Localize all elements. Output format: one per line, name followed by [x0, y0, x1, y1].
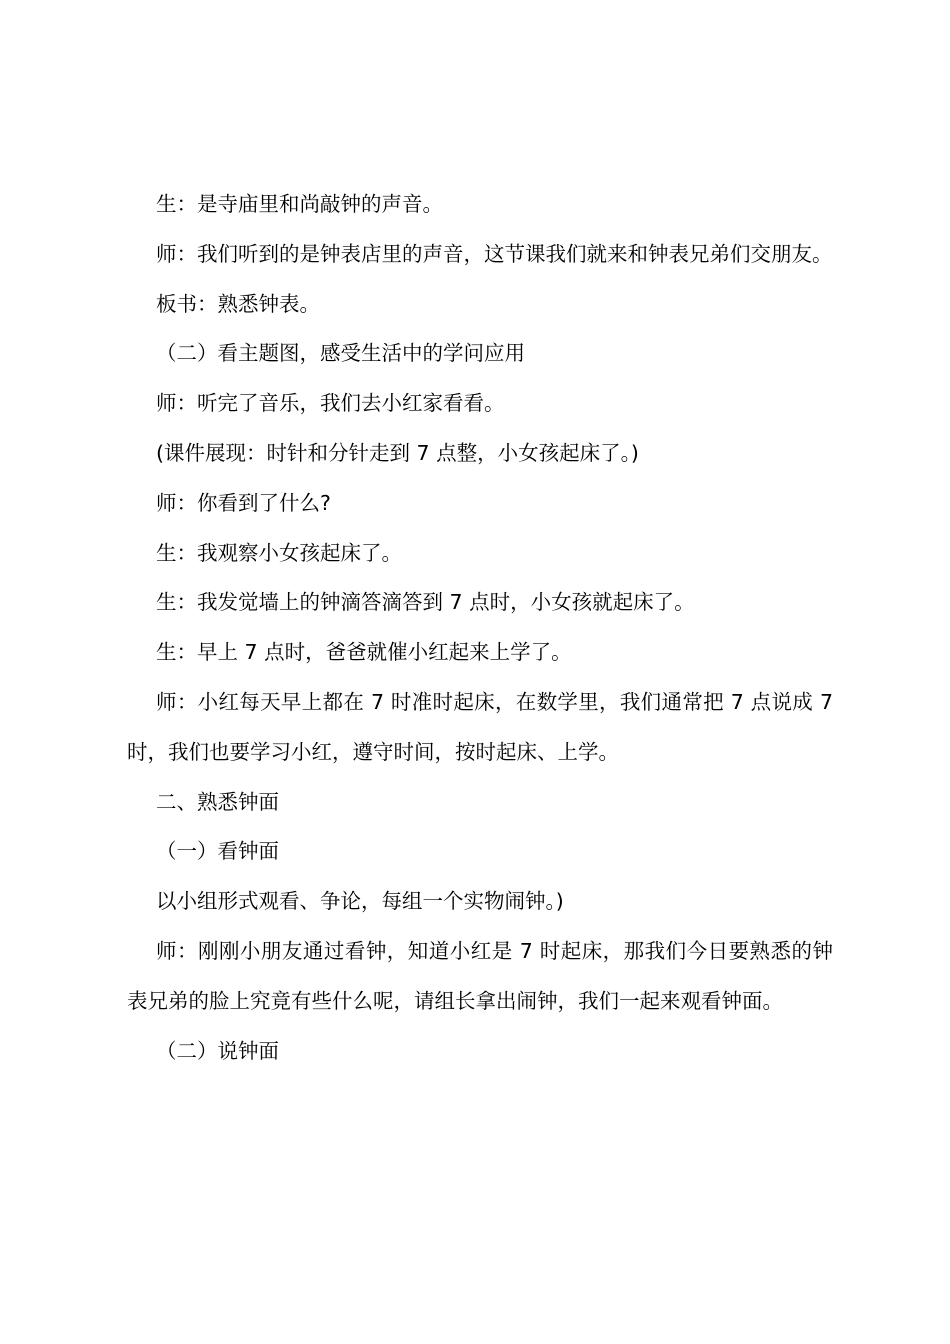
paragraph: 以小组形式观看、争论，每组一个实物闹钟。)	[156, 889, 564, 914]
section-heading: 二、熟悉钟面	[156, 789, 279, 814]
section-heading: （二）看主题图，感受生活中的学问应用	[156, 341, 525, 366]
paragraph: 板书：熟悉钟表。	[156, 291, 320, 316]
paragraph: 师：你看到了什么?	[156, 490, 331, 515]
paragraph: 生：早上 7 点时，爸爸就催小红起来上学了。	[156, 640, 572, 665]
section-heading: （二）说钟面	[156, 1038, 279, 1063]
paragraph: 师：刚刚小朋友通过看钟，知道小红是 7 时起床，那我们今日要熟悉的钟表兄弟的脸上究竟有些什么呢，请组长拿出闹钟，我们一起来观看钟面。	[127, 938, 833, 1013]
paragraph: 生：我发觉墙上的钟滴答滴答到 7 点时，小女孩就起床了。	[156, 590, 695, 615]
paragraph: (课件展现：时针和分针走到 7 点整，小女孩起床了。)	[156, 440, 639, 465]
paragraph: 师：我们听到的是钟表店里的声音，这节课我们就来和钟表兄弟们交朋友。	[156, 241, 833, 266]
paragraph: 生：是寺庙里和尚敲钟的声音。	[156, 192, 443, 216]
document-body	[127, 180, 833, 1076]
paragraph: 生：我观察小女孩起床了。	[156, 540, 402, 565]
section-heading: （一）看钟面	[156, 839, 279, 864]
paragraph: 师：小红每天早上都在 7 时准时起床，在数学里，我们通常把 7 点说成 7 时，我们也要学习小红，遵守时间，按时起床、上学。	[127, 689, 833, 764]
paragraph: 师：听完了音乐，我们去小红家看看。	[156, 391, 505, 416]
